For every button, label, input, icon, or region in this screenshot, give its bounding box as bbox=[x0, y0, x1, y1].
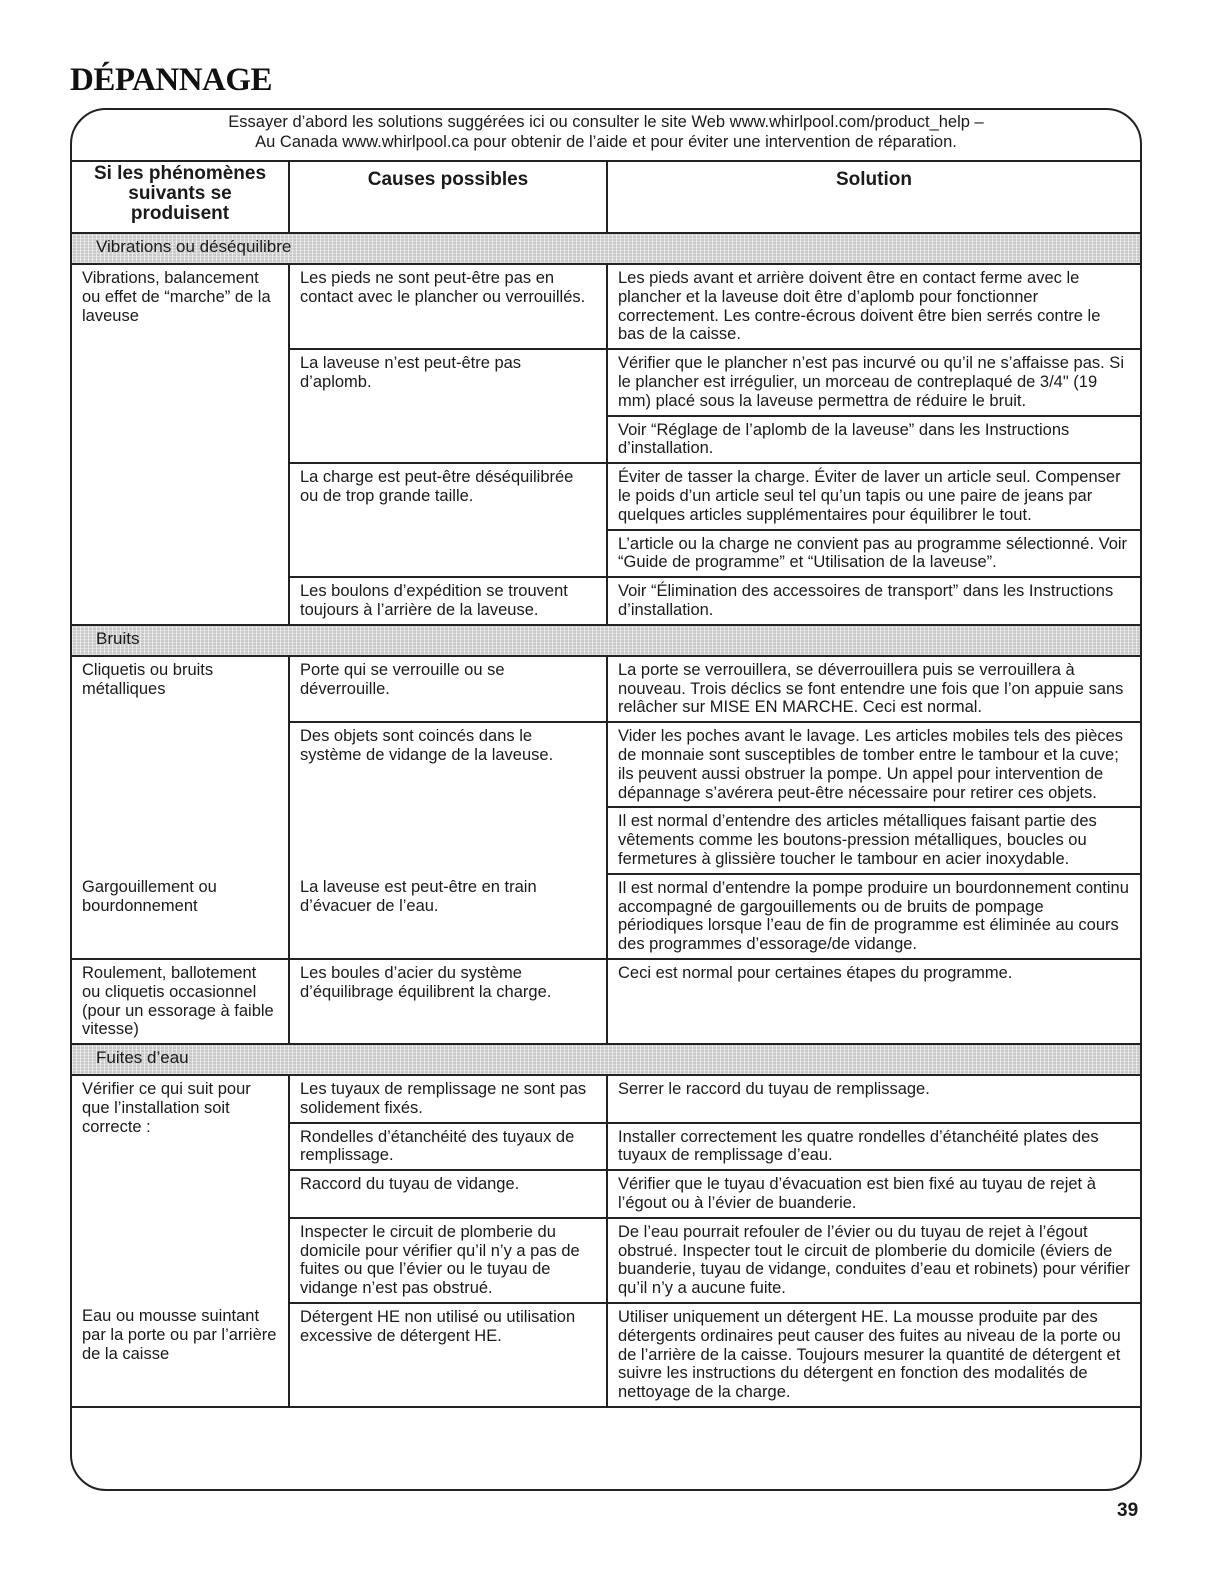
cause-cell: Rondelles d’étanchéité des tuyaux de remplissage. bbox=[289, 1123, 607, 1171]
solution-cell: La porte se verrouillera, se déverrouillera puis se verrouillera à nouveau. Trois déclics se font entendre une fois que l’on appuie sans relâcher sur MISE EN MARCHE. Ceci est normal. bbox=[618, 660, 1124, 717]
symptom-cell: Roulement, ballotement ou cliquetis occasionnel (pour un essorage à faible vitesse) bbox=[72, 959, 289, 1044]
section-title: Fuites d’eau bbox=[72, 1044, 1140, 1075]
symptom-cell: Cliquetis ou bruits métalliques bbox=[72, 656, 289, 874]
header-symptom: Si les phénomènes suivants se produisent bbox=[72, 161, 289, 233]
page-number: 39 bbox=[1117, 1500, 1139, 1521]
solution-cell: Il est normal d’entendre la pompe produire un bourdonnement continu accompagné de gargouillements ou de bruits de pompage périodiques lorsque l’eau de fin de programme est éliminée au cours des programmes d’essorage/de vidange. bbox=[607, 874, 1140, 959]
table-row bbox=[72, 874, 1140, 959]
section-title: Vibrations ou déséquilibre bbox=[72, 233, 1140, 264]
solution-cell: Vider les poches avant le lavage. Les articles mobiles tels des pièces de monnaie sont susceptibles de tomber entre le tambour et la cuve; ils peuvent aussi obstruer la pompe. Un appel pour intervention de dépannage s’avérera peut-être nécessaire pour retirer ces objets. bbox=[607, 722, 1140, 807]
solution-cell: Voir “Réglage de l’aplomb de la laveuse” dans les Instructions d’installation. bbox=[607, 416, 1140, 464]
cause-cell: Inspecter le circuit de plomberie du domicile pour vérifier qu’il n’y a pas de fuites ou que l’évier ou le tuyau de vidange n’est pas obstrué. bbox=[289, 1218, 607, 1303]
section-title: Bruits bbox=[72, 625, 1140, 656]
intro-text bbox=[72, 112, 1140, 152]
solution-cell: Les pieds avant et arrière doivent être en contact ferme avec le plancher et la laveuse doit être d’aplomb pour fonctionner correctement. Les contre-écrous doivent être bien serrés contre le bas de la caisse. bbox=[618, 269, 1101, 344]
section-header-row bbox=[72, 625, 1140, 656]
solution-cell: Vérifier que le tuyau d’évacuation est bien fixé au tuyau de rejet à l’égout ou à l’évier de buanderie. bbox=[607, 1170, 1140, 1218]
solution-cell: L’article ou la charge ne convient pas au programme sélectionné. Voir “Guide de programme” et “Utilisation de la laveuse”. bbox=[607, 530, 1140, 578]
table-header-row bbox=[72, 161, 1140, 233]
solution-cell: Installer correctement les quatre rondelles d’étanchéité plates des tuyaux de remplissage d’eau. bbox=[607, 1123, 1140, 1171]
solution-cell: Ceci est normal pour certaines étapes du programme. bbox=[607, 959, 1140, 1044]
section-header-row bbox=[72, 233, 1140, 264]
troubleshooting-table bbox=[72, 160, 1140, 1408]
section-header-row bbox=[72, 1044, 1140, 1075]
symptom-cell: Gargouillement ou bourdonnement bbox=[72, 874, 289, 959]
table-body bbox=[72, 233, 1140, 1407]
solution-cell: Serrer le raccord du tuyau de remplissage. bbox=[618, 1080, 930, 1099]
solution-cell: Éviter de tasser la charge. Éviter de laver un article seul. Compenser le poids d’un article seul tel qu’un tapis ou une paire de jeans par quelques articles supplémentaires pour équilibrer le tout. bbox=[607, 463, 1140, 529]
solution-cell: De l’eau pourrait refouler de l’évier ou du tuyau de rejet à l’égout obstrué. Inspecter tout le circuit de plomberie du domicile (éviers de buanderie, tuyau de vidange, conduites d’eau et robinets) pour vérifier qu’il n’y a aucune fuite. bbox=[607, 1218, 1140, 1303]
cause-cell: Les pieds ne sont peut-être pas en contact avec le plancher ou verrouillés. bbox=[289, 264, 607, 349]
header-solution: Solution bbox=[607, 161, 1140, 233]
cause-cell: Porte qui se verrouille ou se déverrouille. bbox=[289, 656, 607, 722]
page-title: DÉPANNAGE bbox=[70, 62, 273, 98]
solution-cell: Voir “Élimination des accessoires de transport” dans les Instructions d’installation. bbox=[607, 577, 1140, 625]
cause-cell: Les tuyaux de remplissage ne sont pas solidement fixés. bbox=[289, 1075, 607, 1123]
cause-cell: Les boules d’acier du système d’équilibrage équilibrent la charge. bbox=[289, 959, 607, 1044]
symptom-cell: Vibrations, balancement ou effet de “marche” de la laveuse bbox=[72, 264, 289, 625]
intro-line-2: Au Canada www.whirlpool.ca pour obtenir de l’aide et pour éviter une intervention de réparation. bbox=[255, 133, 957, 151]
symptom-cell: Vérifier ce qui suit pour que l’installation soit correcte : bbox=[72, 1075, 289, 1303]
solution-cell: Utiliser uniquement un détergent HE. La mousse produite par des détergents ordinaires peut causer des fuites au niveau de la porte ou de l’arrière de la caisse. Toujours mesurer la quantité de détergent et suivre les instructions du détergent en fonction des modalités de nettoyage de la charge. bbox=[607, 1303, 1140, 1407]
table-row bbox=[72, 1303, 1140, 1407]
symptom-cell: Eau ou mousse suintant par la porte ou par l’arrière de la caisse bbox=[72, 1303, 289, 1407]
cause-cell: Raccord du tuyau de vidange. bbox=[289, 1170, 607, 1218]
solution-cell: Il est normal d’entendre des articles métalliques faisant partie des vêtements comme les boutons-pression métalliques, boucles ou fermetures à glissière toucher le tambour en acier inoxydable. bbox=[607, 807, 1140, 873]
table-row bbox=[72, 959, 1140, 1044]
solution-cell: Vérifier que le plancher n’est pas incurvé ou qu’il ne s’affaisse pas. Si le plancher est irrégulier, un morceau de contreplaqué de 3/4" (19 mm) placé sous la laveuse permettra de réduire le bruit. bbox=[607, 349, 1140, 415]
table-row bbox=[72, 1075, 1140, 1123]
cause-cell: La laveuse n’est peut-être pas d’aplomb. bbox=[289, 349, 607, 463]
table-row bbox=[72, 656, 1140, 722]
cause-cell: La charge est peut-être déséquilibrée ou de trop grande taille. bbox=[289, 463, 607, 577]
intro-line-1: Essayer d’abord les solutions suggérées ici ou consulter le site Web www.whirlpool.com/product_help – bbox=[228, 113, 984, 131]
header-cause: Causes possibles bbox=[289, 161, 607, 233]
cause-cell: La laveuse est peut-être en train d’évacuer de l’eau. bbox=[289, 874, 607, 959]
cause-cell: Des objets sont coincés dans le système de vidange de la laveuse. bbox=[289, 722, 607, 874]
cause-cell: Détergent HE non utilisé ou utilisation excessive de détergent HE. bbox=[289, 1303, 607, 1407]
cause-cell: Les boulons d’expédition se trouvent toujours à l’arrière de la laveuse. bbox=[289, 577, 607, 625]
table-row bbox=[72, 264, 1140, 349]
